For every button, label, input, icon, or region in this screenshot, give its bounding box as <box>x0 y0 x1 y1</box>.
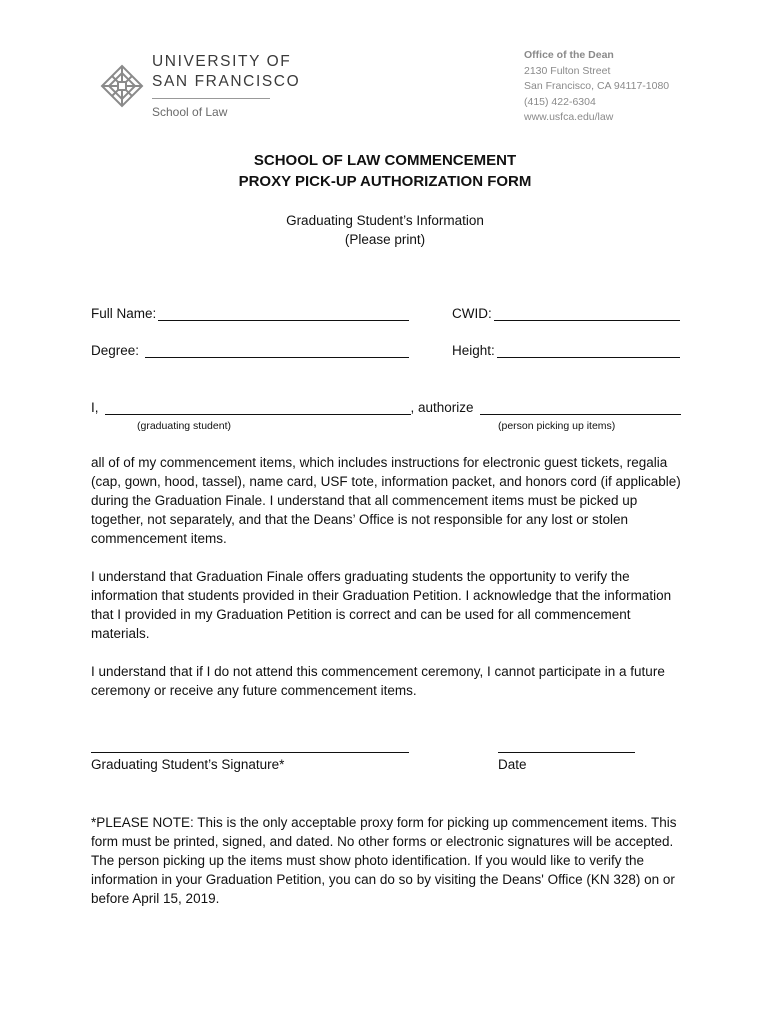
proxy-note: *PLEASE NOTE: This is the only acceptable proxy form for picking up commencement items. This form must be printed, signed, and dated. No other forms or electronic signatures will be accepted. The person picking up the items must show photo identification. If you would like to verify the information in your Graduation Petition, you can do so by visiting the Deans' Office (KN 328) on or before April 15, 2019. <box>91 815 677 906</box>
logo-line-1: UNIVERSITY OF <box>152 53 292 70</box>
proxy-name-line[interactable] <box>480 400 681 415</box>
signature-line[interactable] <box>91 751 409 753</box>
office-phone: (415) 422-6304 <box>524 95 596 108</box>
degree-field[interactable] <box>91 343 409 358</box>
paragraph-attendance: I understand that if I do not attend this commencement ceremony, I cannot participate in a future ceremony or receive any future commencement items. <box>91 664 665 698</box>
office-title: Office of the Dean <box>524 49 614 61</box>
person-picking-hint: (person picking up items) <box>498 420 616 432</box>
title-line-2: PROXY PICK-UP AUTHORIZATION FORM <box>238 173 532 190</box>
office-website: www.usfca.edu/law <box>524 111 614 123</box>
cwid-line[interactable] <box>494 306 680 321</box>
title-line-1: SCHOOL OF LAW COMMENCEMENT <box>253 152 517 169</box>
subtitle-line-2: (Please print) <box>344 232 426 247</box>
form-subtitle <box>0 211 770 249</box>
graduating-student-name-line[interactable] <box>105 400 411 415</box>
paragraph-commencement-items: all of of my commencement items, which includes instructions for electronic guest tickets, regalia (cap, gown, hood, tassel), name card, USF tote, information packet, and honors cord (if applicable) during the Graduation Finale. I understand that all commencement items must be picked up together, not separately, and that the Deans’ Office is not responsible for any lost or stolen commencement items. <box>91 455 681 546</box>
logo-line-2: SAN FRANCISCO <box>152 73 301 90</box>
graduating-student-hint: (graduating student) <box>137 420 231 432</box>
degree-label: Degree: <box>91 343 140 358</box>
degree-line[interactable] <box>145 343 409 358</box>
full-name-field[interactable] <box>91 306 409 321</box>
logo-divider <box>152 98 270 99</box>
cwid-label: CWID: <box>452 306 492 321</box>
full-name-line[interactable] <box>158 306 409 321</box>
subtitle-line-1: Graduating Student’s Information <box>286 213 484 228</box>
office-city: San Francisco, CA 94117-1080 <box>524 80 670 92</box>
date-line[interactable] <box>498 751 635 753</box>
authorization-row <box>91 400 681 415</box>
logo-school-name: School of Law <box>152 105 228 119</box>
office-address-block <box>524 48 669 126</box>
office-street: 2130 Fulton Street <box>524 64 611 77</box>
usf-logo-icon <box>100 64 144 108</box>
full-name-label: Full Name: <box>91 306 157 321</box>
cwid-field[interactable] <box>452 306 680 321</box>
height-label: Height: <box>452 343 495 358</box>
university-logo-text <box>152 52 300 119</box>
signature-label: Graduating Student’s Signature* <box>91 757 285 772</box>
i-label: I, <box>91 400 99 415</box>
height-line[interactable] <box>497 343 680 358</box>
paragraph-graduation-finale: I understand that Graduation Finale offers graduating students the opportunity to verify the information that students provided in their Graduation Petition. I acknowledge that the information that I provided in my Graduation Petition is correct and can be used for all commencement materials. <box>91 569 672 641</box>
date-label: Date <box>498 757 527 772</box>
authorize-label: , authorize <box>410 400 474 415</box>
height-field[interactable] <box>452 343 680 358</box>
form-title <box>0 150 770 192</box>
